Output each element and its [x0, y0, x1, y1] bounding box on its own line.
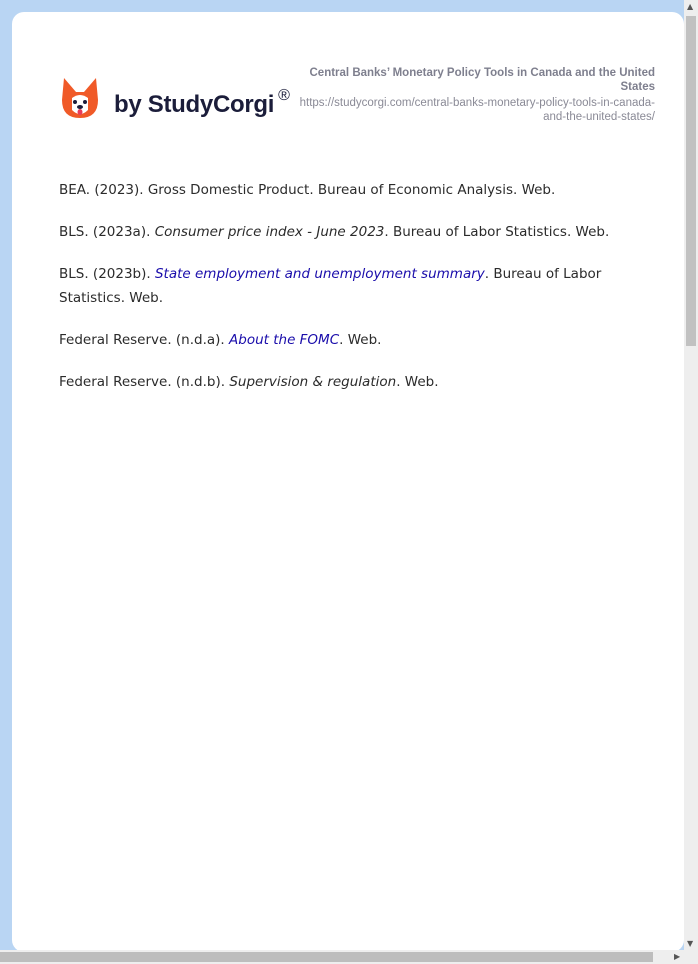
vertical-scroll-thumb[interactable]: [686, 16, 696, 346]
reference-link[interactable]: State employment and unemployment summary: [150, 266, 485, 282]
scroll-down-icon[interactable]: ▼: [687, 939, 694, 948]
horizontal-scroll-thumb[interactable]: [0, 952, 653, 962]
brand-name: [114, 87, 290, 119]
reference-text: . Web.: [396, 374, 439, 390]
reference-list: [59, 178, 659, 412]
document-header: [295, 66, 655, 124]
reference-text: BEA. (2023). Gross Domestic Product. Bureau of Economic Analysis. Web.: [59, 182, 556, 198]
reference-item: [59, 370, 659, 394]
reference-item: [59, 328, 659, 352]
document-page: [12, 12, 684, 952]
document-url[interactable]: https://studycorgi.com/central-banks-monetary-policy-tools-in-canada-and-the-united-states/: [299, 97, 655, 123]
reference-title: Supervision & regulation: [229, 374, 397, 390]
reference-text: . Bureau of Labor Statistics. Web.: [59, 266, 602, 306]
scroll-up-icon[interactable]: ▲: [687, 2, 694, 11]
reference-text: . Web.: [339, 332, 382, 348]
studycorgi-logo[interactable]: [60, 76, 290, 120]
reference-text: BLS. (2023a).: [59, 224, 155, 240]
vertical-scrollbar[interactable]: [684, 0, 698, 950]
horizontal-scrollbar[interactable]: [0, 950, 698, 964]
reference-link[interactable]: About the FOMC: [229, 332, 340, 348]
reference-item: [59, 178, 659, 202]
document-title: Central Banks’ Monetary Policy Tools in Canada and the United States: [309, 67, 655, 93]
reference-text: Federal Reserve. (n.d.b).: [59, 374, 230, 390]
reference-item: [59, 262, 659, 310]
reference-text: Federal Reserve. (n.d.a).: [59, 332, 230, 348]
scroll-right-icon[interactable]: ▶: [674, 952, 681, 961]
reference-text: . Bureau of Labor Statistics. Web.: [384, 224, 610, 240]
brand-text: by StudyCorgi: [114, 91, 275, 118]
reference-title: Consumer price index - June 2023: [154, 224, 385, 240]
corgi-icon: [60, 76, 100, 120]
reference-text: BLS. (2023b).: [59, 266, 151, 282]
reference-item: [59, 220, 659, 244]
registered-mark: ®: [278, 87, 290, 104]
